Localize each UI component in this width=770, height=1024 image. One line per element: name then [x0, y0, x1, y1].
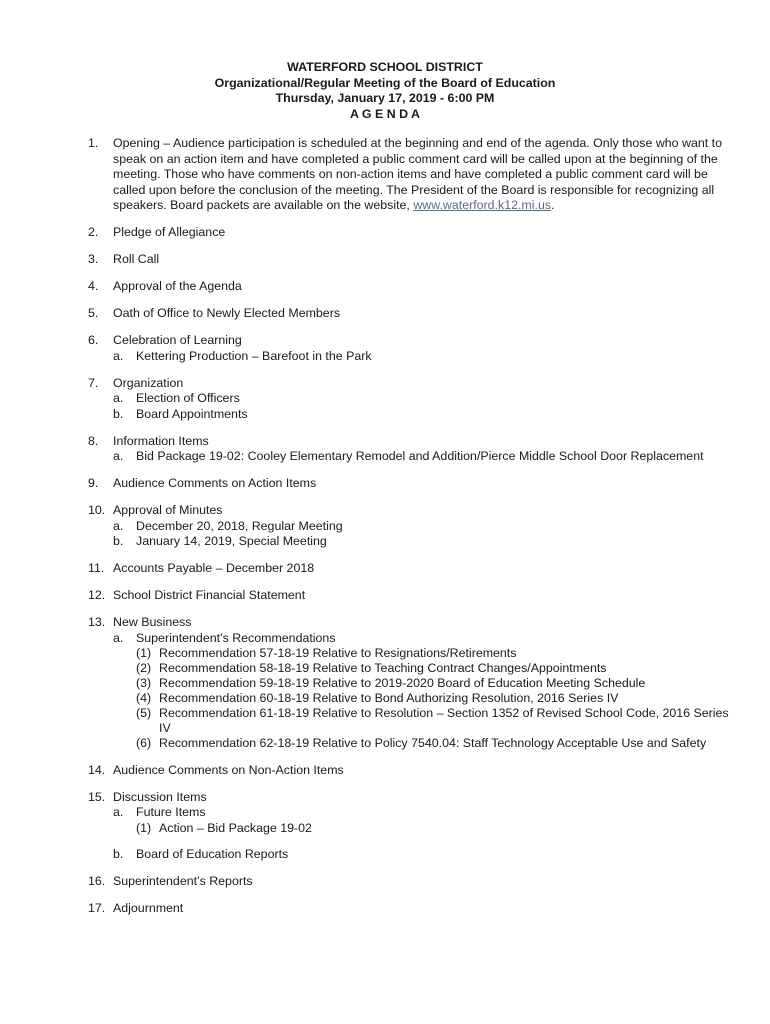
agenda-item	[88, 476, 738, 492]
agenda-item-number: 13.	[88, 615, 106, 629]
agenda-item-text: New Business	[113, 615, 192, 629]
agenda-subitem	[113, 519, 738, 535]
recommendation-number: (3)	[136, 676, 152, 690]
recommendation-text: Recommendation 61-18-19 Relative to Resolution – Section 1352 of Revised School Code, 2016 Series IV	[159, 706, 729, 735]
agenda-item-number: 11.	[88, 561, 105, 575]
agenda-item	[88, 279, 738, 295]
agenda-list	[88, 136, 738, 928]
agenda-item-number: 17.	[88, 900, 106, 915]
district-name: WATERFORD SCHOOL DISTRICT	[287, 60, 483, 74]
recommendation-text: Recommendation 62-18-19 Relative to Policy 7540.04: Staff Technology Acceptable Use and Safety	[159, 736, 707, 750]
recommendation-item	[136, 646, 738, 661]
agenda-subitem-text: Board Appointments	[136, 406, 248, 421]
recommendation-item	[136, 821, 738, 836]
agenda-subitem-text: January 14, 2019, Special Meeting	[136, 534, 327, 548]
agenda-item-text: Discussion Items	[113, 789, 207, 804]
agenda-item-text: Accounts Payable – December 2018	[113, 561, 315, 575]
agenda-item-number: 15.	[88, 789, 106, 804]
agenda-subitem	[113, 391, 738, 407]
agenda-item-text: Approval of Minutes	[113, 503, 223, 517]
meeting-date: Thursday, January 17, 2019 - 6:00 PM	[275, 91, 495, 105]
agenda-subitem-letter: a.	[113, 391, 124, 405]
recommendation-item	[136, 736, 738, 751]
agenda-item-number: 16.	[88, 873, 106, 888]
website-link[interactable]: www.waterford.k12.mi.us	[413, 198, 552, 212]
agenda-item	[88, 790, 738, 863]
recommendation-number: (1)	[136, 820, 152, 835]
recommendation-number: (2)	[136, 661, 152, 675]
recommendation-item	[136, 676, 738, 691]
agenda-item-text	[113, 136, 738, 214]
agenda-item	[88, 333, 738, 364]
agenda-item-text: Oath of Office to Newly Elected Members	[113, 306, 341, 320]
agenda-item	[88, 225, 738, 241]
agenda-subitem	[113, 847, 738, 863]
recommendation-number: (4)	[136, 691, 152, 705]
agenda-item-text: Audience Comments on Non-Action Items	[113, 762, 344, 777]
agenda-item-number: 5.	[88, 306, 99, 320]
agenda-item	[88, 376, 738, 423]
agenda-item-text: School District Financial Statement	[113, 588, 306, 602]
document-header	[0, 60, 770, 122]
agenda-item	[88, 561, 738, 577]
agenda-subitem	[113, 805, 738, 836]
agenda-subitem	[113, 534, 738, 550]
agenda-subitem-letter: a.	[113, 630, 124, 645]
recommendation-text: Recommendation 60-18-19 Relative to Bond Authorizing Resolution, 2016 Series IV	[159, 691, 619, 705]
recommendation-text: Recommendation 57-18-19 Relative to Resignations/Retirements	[159, 646, 517, 660]
agenda-subitem-letter: b.	[113, 406, 124, 421]
agenda-item-number: 2.	[88, 225, 99, 239]
agenda-item-body: Opening – Audience participation is scheduled at the beginning and end of the agenda. Only those who want to speak on an action item and have completed a public comment card will be called upon at the beginning of the meeting. Those who have comments on non-action items and have completed a public comment card will be called upon before the conclusion of the meeting. The President of the Board is responsible for recognizing all speakers. Board packets are available on the website,	[113, 136, 722, 212]
agenda-subitem-letter: a.	[113, 805, 124, 819]
agenda-item	[88, 503, 738, 550]
agenda-item	[88, 434, 738, 465]
agenda-subitem-text: Board of Education Reports	[136, 846, 289, 861]
agenda-subitem-text: Bid Package 19-02: Cooley Elementary Remodel and Addition/Pierce Middle School Door Replacement	[136, 449, 704, 463]
agenda-item-text: Approval of the Agenda	[113, 279, 242, 293]
agenda-item-text: Information Items	[113, 433, 209, 448]
agenda-subitem-letter: a.	[113, 348, 124, 363]
agenda-subitem	[113, 349, 738, 365]
agenda-item-text: Roll Call	[113, 252, 160, 266]
agenda-item-number: 7.	[88, 375, 99, 390]
recommendation-item	[136, 706, 738, 736]
agenda-item-number: 3.	[88, 252, 99, 266]
recommendation-text: Action – Bid Package 19-02	[159, 820, 312, 835]
agenda-item-text: Audience Comments on Action Items	[113, 476, 317, 490]
agenda-item-number: 14.	[88, 762, 106, 777]
agenda-item-text: Adjournment	[113, 900, 184, 915]
agenda-item-text: Pledge of Allegiance	[113, 225, 226, 239]
recommendation-number: (6)	[136, 736, 152, 750]
agenda-item	[88, 763, 738, 779]
agenda-item	[88, 306, 738, 322]
recommendation-item	[136, 691, 738, 706]
agenda-item-number: 1.	[88, 136, 99, 150]
agenda-item-number: 6.	[88, 333, 99, 347]
agenda-item-text: Superintendent’s Reports	[113, 873, 253, 888]
agenda-item-suffix: .	[551, 198, 555, 212]
agenda-subitem-letter: b.	[113, 534, 124, 548]
agenda-item-number: 9.	[88, 476, 99, 490]
recommendation-number: (1)	[136, 646, 152, 660]
agenda-subitem-letter: b.	[113, 846, 124, 861]
agenda-item	[88, 588, 738, 604]
recommendation-number: (5)	[136, 706, 152, 720]
agenda-item-text: Celebration of Learning	[113, 333, 242, 347]
agenda-item	[88, 252, 738, 268]
agenda-subitem-letter: a.	[113, 449, 124, 463]
recommendation-text: Recommendation 59-18-19 Relative to 2019-2020 Board of Education Meeting Schedule	[159, 676, 646, 690]
agenda-title: A G E N D A	[350, 106, 420, 121]
agenda-item-number: 12.	[88, 588, 106, 602]
meeting-title: Organizational/Regular Meeting of the Board of Education	[214, 75, 556, 90]
agenda-subitem-text: Election of Officers	[136, 391, 240, 405]
agenda-subitem-letter: a.	[113, 518, 124, 533]
agenda-item-number: 10.	[88, 503, 106, 517]
agenda-item-number: 8.	[88, 433, 99, 448]
agenda-subitem	[113, 631, 738, 752]
recommendation-text: Recommendation 58-18-19 Relative to Teaching Contract Changes/Appointments	[159, 661, 607, 675]
agenda-item	[88, 874, 738, 890]
agenda-item	[88, 901, 738, 917]
agenda-subitem-text: December 20, 2018, Regular Meeting	[136, 518, 343, 533]
agenda-subitem	[113, 407, 738, 423]
agenda-item-text: Organization	[113, 375, 184, 390]
agenda-subitem-text: Future Items	[136, 805, 206, 819]
agenda-subitem	[113, 449, 738, 465]
agenda-item	[88, 136, 738, 214]
recommendation-item	[136, 661, 738, 676]
agenda-item	[88, 615, 738, 751]
agenda-subitem-text: Kettering Production – Barefoot in the Park	[136, 348, 372, 363]
agenda-subitem-text: Superintendent’s Recommendations	[136, 630, 336, 645]
agenda-item-number: 4.	[88, 279, 99, 293]
spacer	[113, 836, 738, 847]
